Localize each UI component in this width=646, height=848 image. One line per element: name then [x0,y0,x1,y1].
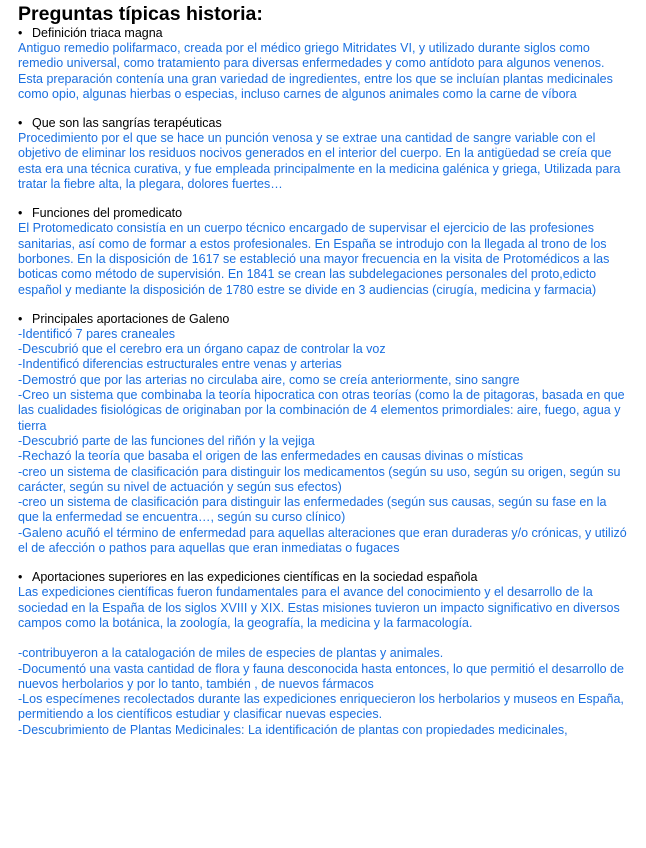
section-heading-text: Que son las sangrías terapéuticas [32,116,222,131]
section-triaca-magna [18,26,630,102]
list-item: -Descubrió que el cerebro era un órgano capaz de controlar la voz [18,342,386,357]
section-galeno [18,312,630,556]
list-item: -Demostró que por las arterias no circulaba aire, como se creía anteriormente, sino sangre [18,372,520,387]
list-item: -Creo un sistema que combinaba la teoría hipocratica con otras teorías (como la de pitagoras, basada en que las cualidades fisiológicas de originaban por la combinación de 4 elementos primordiales: aire, fuego, agua y tierra [18,388,625,433]
list-item: -Descubrió parte de las funciones del riñón y la vejiga [18,433,315,448]
bullet-icon: • [18,206,23,221]
section-expediciones [18,570,630,738]
section-heading [18,570,630,585]
page-title: Preguntas típicas historia: [18,3,263,25]
section-heading [18,26,630,41]
list-item: -creo un sistema de clasificación para distinguir las enfermedades (según sus causas, según su fase en la que la enfermedad se encuentra…, según su curso clínico) [18,495,607,525]
section-heading-text: Definición triaca magna [32,26,163,40]
list-item: -Rechazó la teoría que basaba el origen de las enfermedades en causas divinas o místicas [18,449,524,464]
section-heading-text: Funciones del promedicato [32,206,183,221]
section-protomedicato [18,206,630,297]
section-sangrias [18,116,630,192]
section-heading-text: Principales aportaciones de Galeno [32,311,230,326]
bullet-icon: • [18,26,23,40]
section-body: Procedimiento por el que se hace un punción venosa y se extrae una cantidad de sangre variable con el objetivo de eliminar los residuos nocivos generados en el interior del cuerpo. En la antigüedad se creía que esta era una técnica curativa, y fue empleada principalmente en la medicina galénica y griega, Utilizada para tratar la fiebre alta, la plegara, dolores fuertes… [18,131,621,192]
section-heading [18,116,630,131]
section-heading [18,206,630,221]
list-item: -Descubrimiento de Plantas Medicinales: La identificación de plantas con propiedades medicinales, [18,722,568,737]
list-item: -contribuyeron a la catalogación de miles de especies de plantas y animales. [18,646,444,661]
section-heading [18,312,630,327]
list-item: -Documentó una vasta cantidad de flora y fauna desconocida hasta entonces, lo que permitió el desarrollo de nuevos herbolarios y por lo tanto, también , de nuevos fármacos [18,661,624,691]
bullet-icon: • [18,116,23,131]
list-item: -Galeno acuñó el término de enfermedad para aquellas alteraciones que eran duraderas y/o crónicas, y utilizó el de afección o pathos para aquellas que eran inmediatas o fugaces [18,525,627,556]
section-body: Las expediciones científicas fueron fundamentales para el avance del conocimiento y el desarrollo de la sociedad en la España de los siglos XVIII y XIX. Estas misiones tuvieron un impacto significativo en diversos campos como la botánica, la zoología, la geografía, la medicina y la farmacología. [18,585,620,630]
section-heading-text: Aportaciones superiores en las expediciones científicas en la sociedad española [32,570,478,585]
list-item: -Los especímenes recolectados durante las expediciones enriquecieron los herbolarios y museos en España, permitiendo a los científicos estudiar y clasificar nuevas especies. [18,692,624,722]
list-item: -Identificó 7 pares craneales [18,326,176,341]
bullet-icon: • [18,570,23,585]
section-body: El Protomedicato consistía en un cuerpo técnico encargado de supervisar el ejercicio de las profesiones sanitarias, así como de formar a estos profesionales. En España se introdujo con la llegada al trono de los borbones. En la disposición de 1617 se estableció una mayor frecuencia en la visita de Protomédicos a las boticas como método de supervisión. En 1841 se crean las subdelegaciones personales del proto,edicto español y mediante la disposición de 1780 estre se divide en 3 audiencias (cirugía, medicina y farmacia) [18,221,610,297]
list-item: -Indentificó diferencias estructurales entre venas y arterias [18,357,342,372]
paragraph-gap [18,631,630,646]
list-item: -creo un sistema de clasificación para distinguir los medicamentos (según su uso, según su origen, según su carácter, según su nivel de actuación y según sus efectos) [18,464,621,494]
section-body: Antiguo remedio polifarmaco, creada por el médico griego Mitridates VI, y utilizado durante siglos como remedio universal, como tratamiento para diversas enfermedades y como antídoto para algunos venenos. Esta preparación contenía una gran variedad de ingredientes, entre los que se incluían plantas medicinales como opio, algunas hierbas o especias, incluso carnes de algunos animales como la carne de víbora [18,41,613,101]
bullet-icon: • [18,311,23,326]
